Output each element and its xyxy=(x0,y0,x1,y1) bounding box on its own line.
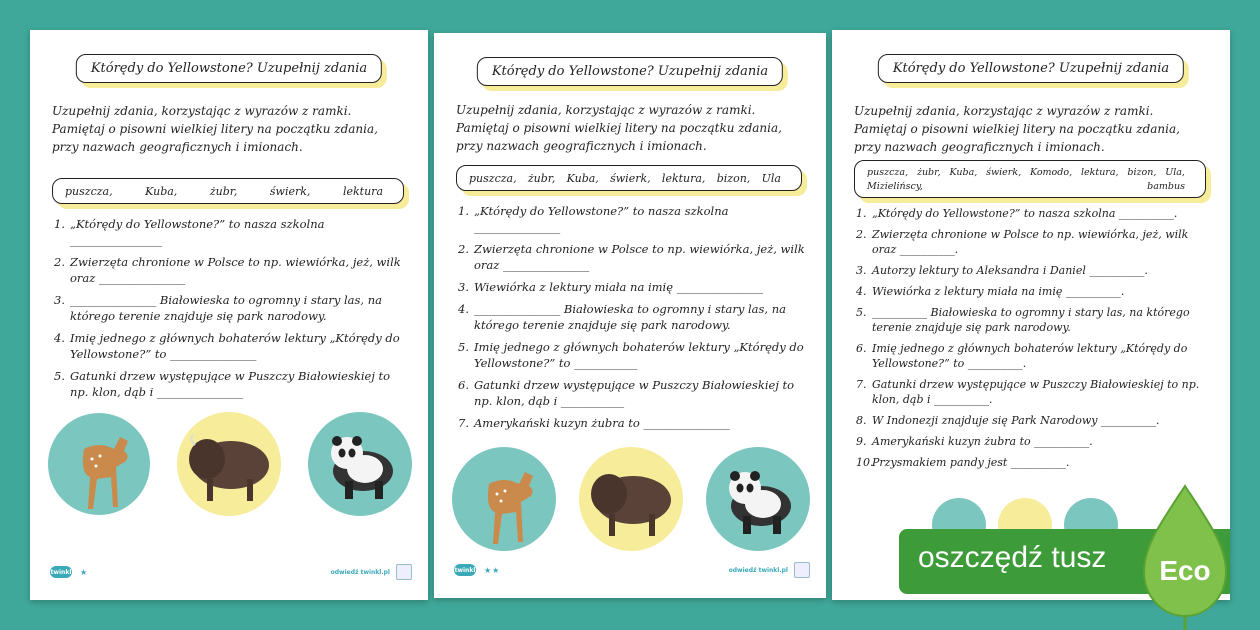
question xyxy=(458,241,808,273)
footer xyxy=(50,564,412,580)
word: Kuba, xyxy=(145,184,178,198)
eco-badge-label: Eco xyxy=(1159,555,1211,586)
question xyxy=(458,203,808,235)
question xyxy=(54,330,410,362)
question-text: „Którędy do Yellowstone?” to nasza szkolna _______________ xyxy=(474,204,729,234)
question-text: Wiewiórka z lektury miała na imię _______________ xyxy=(474,280,763,294)
word: lektura, xyxy=(1080,166,1119,178)
twinkl-logo: twinkl xyxy=(50,566,72,578)
word: puszcza, xyxy=(867,166,909,178)
question-number: 7. xyxy=(856,378,867,391)
word: Kuba, xyxy=(566,171,599,185)
question xyxy=(458,415,808,431)
worksheet-title: Którędy do Yellowstone? Uzupełnij zdania xyxy=(76,54,382,83)
question-number: 10. xyxy=(856,456,874,469)
word: bambus xyxy=(1147,180,1185,192)
question xyxy=(856,263,1212,278)
question-text: Przysmakiem pandy jest __________. xyxy=(872,456,1070,469)
question-number: 7. xyxy=(458,416,469,430)
question-text: Imię jednego z głównych bohaterów lektury „Którędy do Yellowstone?” to ___________ xyxy=(474,340,804,370)
question xyxy=(458,377,808,409)
deer-illustration xyxy=(48,413,150,515)
eco-leaf-icon xyxy=(1140,484,1230,630)
question-number: 9. xyxy=(856,435,867,448)
question-number: 3. xyxy=(54,293,65,307)
question-number: 1. xyxy=(856,207,867,220)
word: Mizielińscy, xyxy=(867,180,923,192)
word: świerk, xyxy=(269,184,311,198)
question xyxy=(856,434,1212,449)
question-list xyxy=(856,206,1212,476)
question xyxy=(856,455,1212,470)
animal-pictures xyxy=(452,447,810,551)
panda-illustration xyxy=(308,412,412,516)
footer xyxy=(454,562,810,578)
word: lektura xyxy=(342,184,383,198)
question-text: Amerykański kuzyn żubra to _______________ xyxy=(474,416,730,430)
question xyxy=(54,216,410,248)
question-text: Gatunki drzew występujące w Puszczy Białowieskiej to np. klon, dąb i __________. xyxy=(872,378,1200,406)
question-number: 8. xyxy=(856,414,867,427)
question-number: 2. xyxy=(856,228,867,241)
panda-illustration xyxy=(706,447,810,551)
worksheet-title: Którędy do Yellowstone? Uzupełnij zdania xyxy=(878,54,1184,83)
question-number: 5. xyxy=(856,306,867,319)
question-number: 4. xyxy=(54,331,65,345)
question-text: Zwierzęta chronione w Polsce to np. wiewiórka, jeż, wilk oraz _______________ xyxy=(474,242,805,272)
question-text: Gatunki drzew występujące w Puszczy Białowieskiej to np. klon, dąb i ___________ xyxy=(474,378,795,408)
word-box xyxy=(52,178,404,204)
question xyxy=(856,305,1212,335)
question-text: Zwierzęta chronione w Polsce to np. wiewiórka, jeż, wilk oraz __________. xyxy=(872,228,1189,256)
word: bizon, xyxy=(716,171,751,185)
question-number: 4. xyxy=(856,285,867,298)
word: świerk, xyxy=(610,171,651,185)
question-number: 5. xyxy=(54,369,65,383)
question xyxy=(458,339,808,371)
word: żubr, xyxy=(916,166,941,178)
question-text: Amerykański kuzyn żubra to __________. xyxy=(872,435,1093,448)
instructions: Uzupełnij zdania, korzystając z wyrazów z ramki. Pamiętaj o pisowni wielkiej litery na początku zdania, przy nazwach geograficznych i imionach. xyxy=(456,103,782,153)
question-number: 2. xyxy=(54,255,65,269)
worksheet-2 xyxy=(434,33,826,598)
question xyxy=(856,377,1212,407)
difficulty-stars: ★★ xyxy=(484,565,501,575)
question-number: 6. xyxy=(458,378,469,392)
question-text: Autorzy lektury to Aleksandra i Daniel __________. xyxy=(872,264,1148,277)
worksheet-title: Którędy do Yellowstone? Uzupełnij zdania xyxy=(477,57,783,86)
word-box xyxy=(854,160,1206,198)
question-number: 3. xyxy=(856,264,867,277)
question-number: 6. xyxy=(856,342,867,355)
word: Ula xyxy=(761,171,781,185)
question-text: Gatunki drzew występujące w Puszczy Białowieskiej to np. klon, dąb i _______________ xyxy=(70,369,391,399)
question-text: _______________ Białowieska to ogromny i stary las, na którego terenie znajduje się park narodowy. xyxy=(474,302,786,332)
question-number: 1. xyxy=(54,217,65,231)
question-text: __________ Białowieska to ogromny i stary las, na którego terenie znajduje się park narodowy. xyxy=(872,306,1190,334)
question-text: Zwierzęta chronione w Polsce to np. wiewiórka, jeż, wilk oraz _______________ xyxy=(70,255,401,285)
question-list xyxy=(54,216,410,406)
question-text: Imię jednego z głównych bohaterów lektury „Którędy do Yellowstone?” to _______________ xyxy=(70,331,400,361)
question-text: _______________ Białowieska to ogromny i stary las, na którego terenie znajduje się park narodowy. xyxy=(70,293,382,323)
word: Komodo, xyxy=(1029,166,1073,178)
question-text: Imię jednego z głównych bohaterów lektury „Którędy do Yellowstone?” to __________. xyxy=(872,342,1188,370)
question-text: „Którędy do Yellowstone?” to nasza szkolna __________. xyxy=(872,207,1178,220)
word: Kuba, xyxy=(949,166,978,178)
question-number: 4. xyxy=(458,302,469,316)
difficulty-stars: ★ xyxy=(80,567,89,577)
question-number: 3. xyxy=(458,280,469,294)
quality-badge-icon xyxy=(396,564,412,580)
word: puszcza, xyxy=(65,184,113,198)
site-link: odwiedź twinkl.pl xyxy=(330,568,390,576)
worksheet-1 xyxy=(30,30,428,600)
question xyxy=(54,292,410,324)
question-text: „Którędy do Yellowstone?” to nasza szkolna ________________ xyxy=(70,217,325,247)
question-text: W Indonezji znajduje się Park Narodowy __________. xyxy=(872,414,1160,427)
instructions: Uzupełnij zdania, korzystając z wyrazów z ramki. Pamiętaj o pisowni wielkiej litery na początku zdania, przy nazwach geograficznych i imionach. xyxy=(854,104,1180,154)
question xyxy=(856,284,1212,299)
question-number: 5. xyxy=(458,340,469,354)
word-box xyxy=(456,165,802,191)
question-text: Wiewiórka z lektury miała na imię __________. xyxy=(872,285,1125,298)
word: świerk, xyxy=(986,166,1022,178)
site-link: odwiedź twinkl.pl xyxy=(728,566,788,574)
question-number: 1. xyxy=(458,204,469,218)
deer-illustration xyxy=(452,447,556,551)
animal-pictures xyxy=(48,412,412,516)
word: Ula, xyxy=(1165,166,1185,178)
question xyxy=(54,254,410,286)
question xyxy=(54,368,410,400)
instructions: Uzupełnij zdania, korzystając z wyrazów z ramki. Pamiętaj o pisowni wielkiej litery na początku zdania, przy nazwach geograficznych i imionach. xyxy=(52,104,378,154)
quality-badge-icon xyxy=(794,562,810,578)
question xyxy=(856,206,1212,221)
question-list xyxy=(458,203,808,437)
word: puszcza, xyxy=(469,171,517,185)
question xyxy=(856,227,1212,257)
question xyxy=(458,301,808,333)
question xyxy=(856,341,1212,371)
word: żubr, xyxy=(209,184,238,198)
twinkl-logo: twinkl xyxy=(454,564,476,576)
word: bizon, xyxy=(1127,166,1157,178)
question-number: 2. xyxy=(458,242,469,256)
bison-illustration xyxy=(579,447,683,551)
word: lektura, xyxy=(661,171,706,185)
bison-illustration xyxy=(177,412,281,516)
question xyxy=(458,279,808,295)
question xyxy=(856,413,1212,428)
eco-banner-label: oszczędź tusz xyxy=(918,541,1107,574)
word: żubr, xyxy=(527,171,556,185)
